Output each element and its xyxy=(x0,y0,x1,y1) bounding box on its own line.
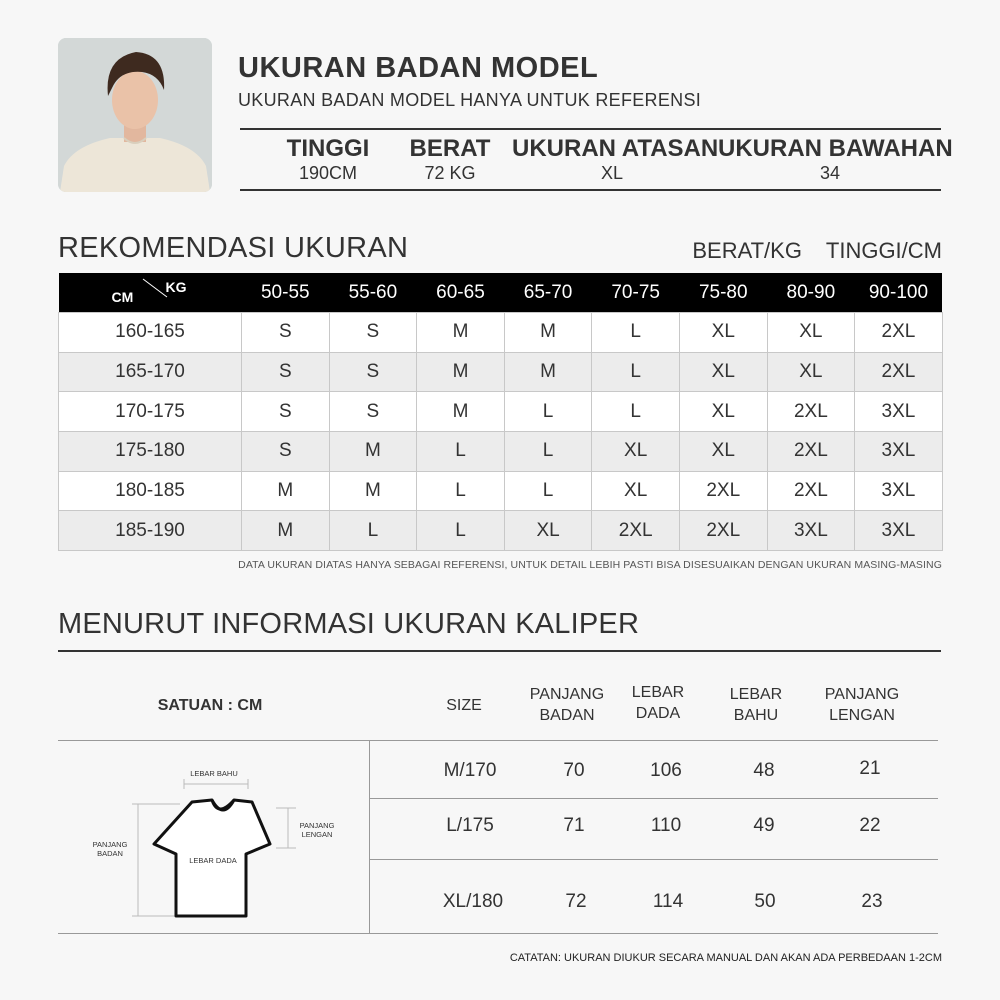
size-cell: XL xyxy=(679,432,767,472)
size-cell: M xyxy=(417,352,505,392)
size-cell: XL xyxy=(767,352,855,392)
caliper-lebar-dada: 114 xyxy=(652,891,684,912)
table-row xyxy=(59,392,943,432)
caliper-bottom-rule xyxy=(58,933,938,934)
stat-value: 190CM xyxy=(298,163,358,183)
table-header-row xyxy=(59,273,943,313)
weight-header: 50-55 xyxy=(242,273,330,313)
diagram-panjang-lengan xyxy=(288,821,346,839)
recommendation-note: DATA UKURAN DIATAS HANYA SEBAGAI REFERENSI, UNTUK DETAIL LEBIH PASTI BISA DISESUAIKAN DENGAN UKURAN MASING-MASING xyxy=(238,559,942,571)
size-cell: XL xyxy=(679,392,767,432)
height-cell: 170-175 xyxy=(59,392,242,432)
size-cell: L xyxy=(592,313,680,353)
table-row xyxy=(59,432,943,472)
size-cell: L xyxy=(504,392,592,432)
caliper-panjang-lengan: 22 xyxy=(859,815,881,836)
size-cell: L xyxy=(329,511,417,551)
size-cell: M xyxy=(417,392,505,432)
size-cell: S xyxy=(242,432,330,472)
caliper-header-rule xyxy=(58,740,938,741)
size-cell: 2XL xyxy=(679,511,767,551)
height-cell: 180-185 xyxy=(59,471,242,511)
size-cell: M xyxy=(504,313,592,353)
size-cell: L xyxy=(592,352,680,392)
size-cell: 2XL xyxy=(767,432,855,472)
caliper-lebar-bahu: 48 xyxy=(753,760,775,781)
size-cell: 3XL xyxy=(855,511,943,551)
caliper-panjang-badan: 70 xyxy=(563,760,585,781)
recommendation-units: BERAT/KG TINGGI/CM xyxy=(692,238,942,263)
header-lebar-bahu xyxy=(706,684,806,726)
header-line: DADA xyxy=(635,705,681,722)
header-line: PANJANG xyxy=(529,686,605,703)
stat-tinggi xyxy=(268,135,388,183)
header-line: LENGAN xyxy=(829,707,895,724)
size-cell: M xyxy=(504,352,592,392)
caliper-panjang-lengan: 21 xyxy=(859,758,881,779)
size-cell: M xyxy=(242,511,330,551)
caliper-panjang-badan: 72 xyxy=(565,891,587,912)
size-cell: S xyxy=(329,313,417,353)
caliper-title-rule xyxy=(58,650,941,652)
header-panjang-badan xyxy=(517,684,617,726)
height-cell: 175-180 xyxy=(59,432,242,472)
size-cell: L xyxy=(592,392,680,432)
caliper-size: L/175 xyxy=(446,815,494,836)
model-photo xyxy=(58,38,212,192)
weight-header: 75-80 xyxy=(679,273,767,313)
size-cell: M xyxy=(329,432,417,472)
caliper-row-rule xyxy=(369,798,938,799)
header-line: LEBAR xyxy=(729,686,783,703)
size-cell: M xyxy=(242,471,330,511)
header-size: SIZE xyxy=(446,697,482,714)
weight-header: 70-75 xyxy=(592,273,680,313)
caliper-vertical-rule xyxy=(369,740,370,934)
size-cell: S xyxy=(242,313,330,353)
size-cell: L xyxy=(417,511,505,551)
weight-header: 80-90 xyxy=(767,273,855,313)
diagonal-divider xyxy=(59,273,242,312)
stat-value: 34 xyxy=(819,163,841,183)
header-line: LEBAR xyxy=(631,684,685,701)
caliper-row-rule xyxy=(369,859,938,860)
header-panjang-lengan xyxy=(812,684,912,726)
weight-header: 55-60 xyxy=(329,273,417,313)
header-line: BADAN xyxy=(539,707,595,724)
caliper-lebar-dada: 106 xyxy=(650,760,682,781)
stat-value: XL xyxy=(600,163,624,183)
model-bottom-rule xyxy=(240,189,941,191)
diagram-label-line: LENGAN xyxy=(301,830,333,839)
caliper-size: M/170 xyxy=(443,760,497,781)
size-cell: 2XL xyxy=(679,471,767,511)
stat-label: UKURAN ATASAN xyxy=(512,135,719,162)
height-cell: 165-170 xyxy=(59,352,242,392)
model-subtitle: UKURAN BADAN MODEL HANYA UNTUK REFERENSI xyxy=(238,90,702,110)
diagram-lebar-dada: LEBAR DADA xyxy=(189,856,237,865)
size-cell: 3XL xyxy=(855,471,943,511)
stat-label: UKURAN BAWAHAN xyxy=(718,135,953,162)
size-recommendation-table xyxy=(58,273,943,551)
size-cell: XL xyxy=(679,313,767,353)
size-cell: M xyxy=(417,313,505,353)
caliper-lebar-dada: 110 xyxy=(650,815,682,836)
table-row xyxy=(59,352,943,392)
height-cell: 160-165 xyxy=(59,313,242,353)
size-cell: XL xyxy=(592,471,680,511)
size-cell: S xyxy=(242,352,330,392)
table-row xyxy=(59,471,943,511)
size-cell: L xyxy=(417,432,505,472)
stat-ukuran-atasan xyxy=(512,135,719,183)
size-cell: XL xyxy=(592,432,680,472)
caliper-lebar-bahu: 49 xyxy=(753,815,775,836)
corner-cell xyxy=(59,273,242,313)
corner-kg-label: KG xyxy=(165,279,187,295)
size-cell: S xyxy=(242,392,330,432)
size-cell: S xyxy=(329,352,417,392)
stat-berat xyxy=(392,135,508,183)
diagram-label-line: PANJANG xyxy=(299,821,335,830)
corner-cm-label: CM xyxy=(111,289,134,305)
table-row xyxy=(59,511,943,551)
height-cell: 185-190 xyxy=(59,511,242,551)
size-cell: XL xyxy=(767,313,855,353)
size-cell: 2XL xyxy=(855,313,943,353)
stat-label: TINGGI xyxy=(286,135,370,162)
size-cell: 2XL xyxy=(592,511,680,551)
model-illustration xyxy=(58,38,212,192)
size-cell: L xyxy=(504,432,592,472)
header-line: BAHU xyxy=(733,707,779,724)
caliper-title: MENURUT INFORMASI UKURAN KALIPER xyxy=(58,608,640,640)
weight-header: 60-65 xyxy=(417,273,505,313)
diagram-label-line: BADAN xyxy=(97,849,123,858)
table-row xyxy=(59,313,943,353)
size-cell: 2XL xyxy=(767,471,855,511)
stat-ukuran-bawahan xyxy=(718,135,953,183)
diagram-panjang-badan xyxy=(80,840,140,858)
header-line: PANJANG xyxy=(824,686,900,703)
diagram-lebar-bahu: LEBAR BAHU xyxy=(190,769,238,778)
size-cell: XL xyxy=(679,352,767,392)
caliper-panjang-lengan: 23 xyxy=(861,891,883,912)
recommendation-title: REKOMENDASI UKURAN xyxy=(58,232,409,264)
weight-header: 65-70 xyxy=(504,273,592,313)
size-cell: 2XL xyxy=(855,352,943,392)
stat-value: 72 KG xyxy=(424,163,476,183)
caliper-lebar-bahu: 50 xyxy=(754,891,776,912)
header-lebar-dada xyxy=(608,682,708,724)
size-cell: 3XL xyxy=(855,392,943,432)
size-cell: 3XL xyxy=(767,511,855,551)
size-cell: 3XL xyxy=(855,432,943,472)
unit-label: SATUAN : CM xyxy=(157,697,263,714)
size-cell: S xyxy=(329,392,417,432)
caliper-panjang-badan: 71 xyxy=(563,815,585,836)
model-title: UKURAN BADAN MODEL xyxy=(238,52,599,84)
size-cell: M xyxy=(329,471,417,511)
weight-header: 90-100 xyxy=(855,273,943,313)
diagram-label-line: PANJANG xyxy=(92,840,128,849)
size-cell: 2XL xyxy=(767,392,855,432)
caliper-size: XL/180 xyxy=(442,891,504,912)
size-cell: XL xyxy=(504,511,592,551)
model-top-rule xyxy=(240,128,941,130)
stat-label: BERAT xyxy=(409,135,491,162)
size-cell: L xyxy=(504,471,592,511)
size-cell: L xyxy=(417,471,505,511)
caliper-note: CATATAN: UKURAN DIUKUR SECARA MANUAL DAN AKAN ADA PERBEDAAN 1-2CM xyxy=(509,952,942,964)
